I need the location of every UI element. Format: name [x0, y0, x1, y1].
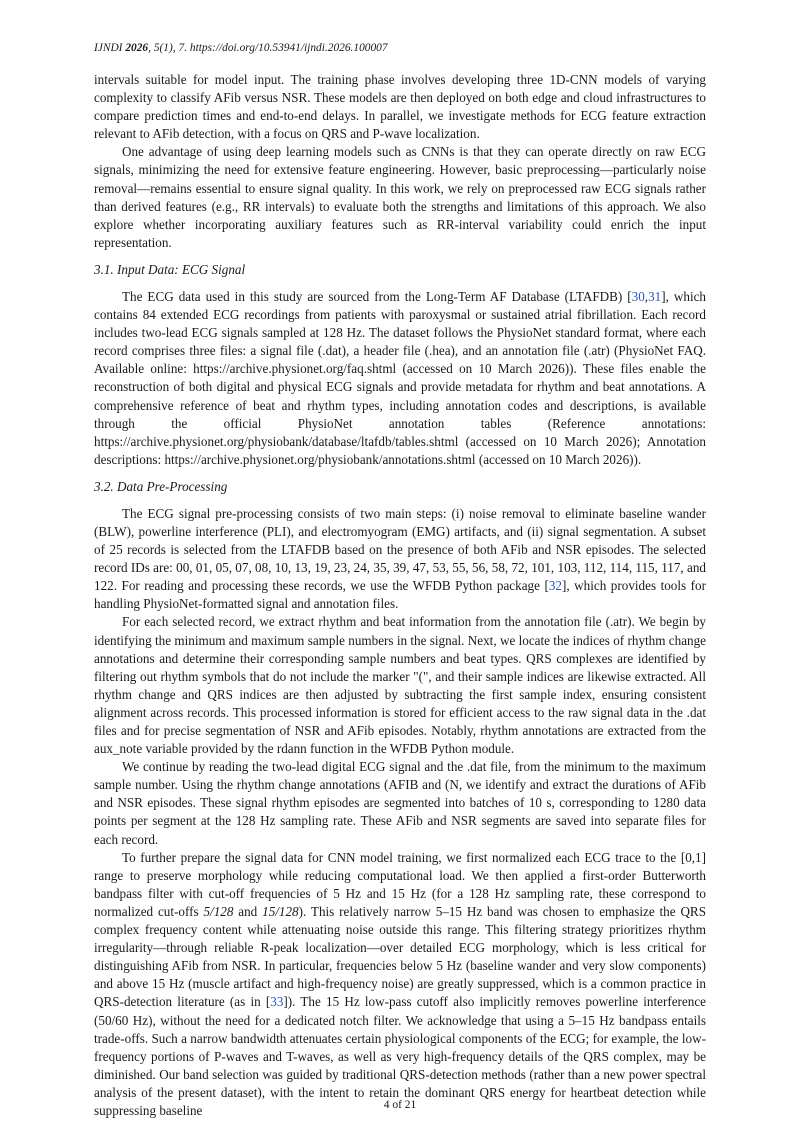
section-3-2-body	[94, 505, 706, 1120]
body-paragraph	[94, 71, 706, 143]
intro-paragraphs	[94, 71, 706, 252]
body-paragraph	[94, 849, 706, 1120]
text-run: intervals suitable for model input. The training phase involves developing three 1D-CNN models of varying complexity to classify AFib versus NSR. These models are then deployed on both edge and cloud infrastructures to compare prediction times and end-to-end delays. In parallel, we investigate methods for ECG feature extraction relevant to AFib detection, with a focus on QRS and P-wave localization.	[94, 72, 706, 142]
journal-year: 2026	[125, 42, 149, 54]
text-run: ], which provides tools for handling PhysioNet-formatted signal and annotation files.	[94, 578, 706, 612]
citation-link[interactable]: 33	[270, 994, 284, 1010]
text-run: We continue by reading the two-lead digital ECG signal and the .dat file, from the minimum to the maximum sample number. Using the rhythm change annotations (AFIB and (N, we identify and extract the durations of AFib and NSR episodes. These signal rhythm episodes are segmented into batches of 10 s, corresponding to 1280 data points per segment at the 128 Hz sampling rate. These AFib and NSR segments are saved into separate files for each record.	[94, 759, 706, 847]
body-paragraph	[94, 288, 706, 469]
journal-issue-article: (1), 7.	[159, 42, 190, 54]
doi-link[interactable]: https://doi.org/10.53941/ijndi.2026.100007	[189, 42, 388, 54]
section-heading-3-2: 3.2. Data Pre-Processing	[94, 478, 228, 494]
text-run: To further prepare the signal data for CNN model training, we first normalized each ECG trace to the [0,1] range to preserve morphology while reducing computational load. We then applied a first-order Butterworth bandpass filter with cut-off frequencies of 5 Hz and 15 Hz (for a 128 Hz sampling rate, these correspond to normalized cut-offs	[94, 849, 706, 919]
body-paragraph	[94, 143, 706, 252]
text-run: ,	[644, 288, 649, 304]
inline-math: 5/128	[203, 903, 234, 919]
body-paragraph	[94, 505, 706, 614]
running-head: IJNDI 2026, 5(1), 7. https://doi.org/10.53941/ijndi.2026.100007	[94, 42, 388, 54]
text-run: ). This relatively narrow 5–15 Hz band was chosen to emphasize the QRS complex frequency content while attenuating noise outside this range. This filtering strategy prioritizes rhythm irregularity—through reliable R-peak localization—over detailed ECG morphology, which is less critical for distinguishing AFib from NSR. In particular, frequencies below 5 Hz (baseline wander and very slow components) and above 15 Hz (muscle artifact and high-frequency noise) are greatly suppressed, which is a common practice in QRS-detection literature (as in [	[94, 903, 707, 1010]
page-total: 21	[404, 1099, 417, 1111]
text-run: One advantage of using deep learning models such as CNNs is that they can operate directly on raw ECG signals, minimizing the need for extensive feature engineering. However, basic preprocessing—particularly noise removal—remains essential to ensure signal quality. In this work, we rely on preprocessed raw ECG signals rather than derived features (e.g., RR intervals) to evaluate both the strengths and limitations of this approach. We also explore whether incorporating auxiliary features such as RR-interval variability could enrich the input representation.	[94, 144, 706, 250]
text-run: and	[233, 903, 263, 919]
text-run: ], which contains 84 extended ECG recordings from patients with paroxysmal or sustained atrial fibrillation. Each record includes two-lead ECG signals sampled at 128 Hz. The dataset follows the PhysioNet standard format, where each record comprises three files: a signal file (.dat), a header file (.hea), and an annotation file (.atr) (PhysioNet FAQ. Available online: https://archive.physionet.org/faq.shtml (accessed on 10 March 2026)). These files enable the reconstruction of both digital and physical ECG signals and provide metadata for rhythm and beat annotations. A comprehensive reference of beat and rhythm types, including annotation codes and descriptions, is available through the official PhysioNet annotation tables (Reference annotations: https://archive.physionet.org/physiobank/database/ltafdb/tables.shtml (accessed on 10 March 2026); Annotation descriptions: https://archive.physionet.org/physiobank/annotations.shtml (accessed on 10 March 2026)).	[94, 288, 707, 467]
journal-volume: 5	[153, 42, 160, 54]
text-run: The ECG signal pre-processing consists of two main steps: (i) noise removal to eliminate baseline wander (BLW), powerline interference (PLI), and electromyogram (EMG) artifacts, and (ii) signal segmentation. A subset of 25 records is selected from the LTAFDB based on the presence of both AFib and NSR episodes. The selected record IDs are: 00, 01, 05, 07, 08, 10, 13, 19, 23, 24, 35, 39, 47, 53, 55, 56, 58, 72, 101, 103, 112, 114, 115, 117, and 122. For reading and processing these records, we use the WFDB Python package [	[94, 505, 706, 594]
journal-name: IJNDI	[94, 42, 123, 54]
body-paragraph	[94, 613, 706, 758]
body-paragraph	[94, 758, 706, 848]
section-heading-3-1: 3.1. Input Data: ECG Signal	[94, 261, 246, 277]
page-footer	[0, 1098, 800, 1112]
page-number: 4	[383, 1099, 390, 1111]
section-3-1-body	[94, 288, 706, 469]
paper-page	[94, 40, 706, 1120]
text-run: The ECG data used in this study are sourced from the Long-Term AF Database (LTAFDB) [	[122, 288, 632, 304]
citation-link[interactable]: 32	[548, 578, 562, 594]
citation-link[interactable]: 30	[631, 288, 645, 304]
inline-math: 15/128	[262, 903, 299, 919]
text-run: ]). The 15 Hz low-pass cutoff also implicitly removes powerline interference (50/60 Hz), without the need for a dedicated notch filter. We acknowledge that using a 5–15 Hz bandpass entails trade-offs. Such a narrow bandwidth attenuates certain physiological components of the ECG; for example, the low-frequency portions of P-waves and T-waves, as well as very high-frequency details of the QRS complex, may be diminished. Our band selection was guided by traditional QRS-detection methods (rather than a new power spectral analysis of the present dataset), with the intent to retain the dominant QRS energy for heartbeat detection while suppressing baseline	[94, 994, 706, 1118]
page-of-label: of	[392, 1099, 402, 1111]
text-run: For each selected record, we extract rhythm and beat information from the annotation file (.atr). We begin by identifying the minimum and maximum sample numbers in the signal. Next, we locate the indices of rhythm change annotations and determine their corresponding sample numbers and beat types. QRS complexes are identified by filtering out rhythm symbols that do not include the marker "(", and their sample indices are likewise extracted. All rhythm change and QRS indices are then adjusted by subtracting the first sample index, ensuring consistent alignment across records. This processed information is stored for efficient access to the raw signal data in the .dat files and for precise segmentation of NSR and AFib episodes. Notably, rhythm annotations are extracted from the aux_note variable provided by the rdann function in the WFDB Python module.	[94, 614, 706, 757]
citation-link[interactable]: 31	[648, 288, 662, 304]
